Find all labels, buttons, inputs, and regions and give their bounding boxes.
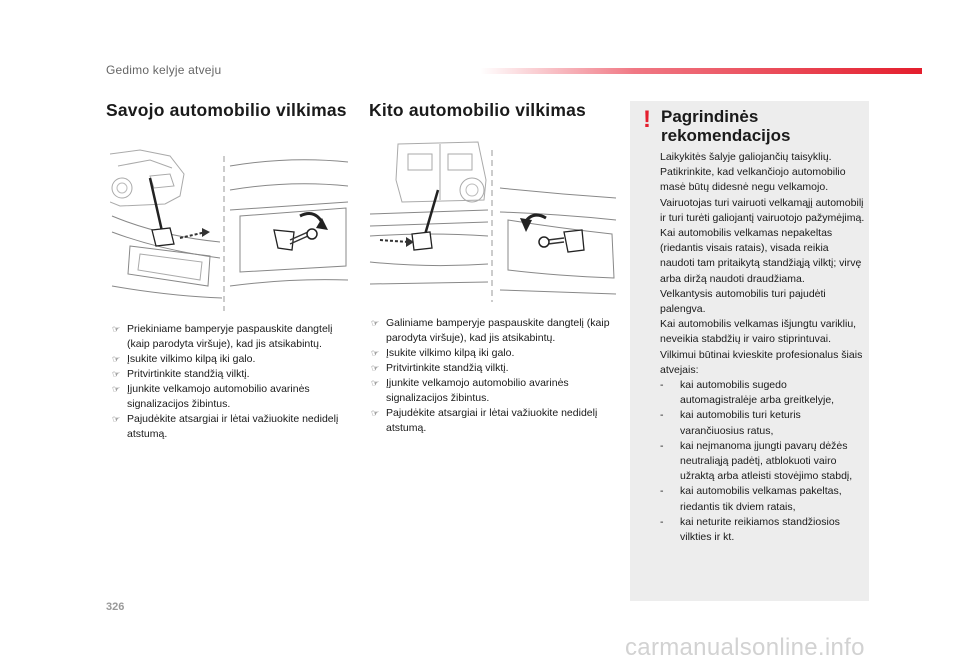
other-vehicle-heading: Kito automobilio vilkimas bbox=[369, 100, 586, 120]
arrow-bullet-icon: ☞ bbox=[371, 363, 380, 373]
own-vehicle-heading: Savojo automobilio vilkimas bbox=[106, 100, 347, 120]
recommendation-paragraph: Laikykitės šalyje galiojančių taisyklių. bbox=[660, 151, 832, 163]
list-item: - kai automobilis turi keturis varančiuosius ratus, bbox=[660, 409, 801, 437]
page-number: 326 bbox=[106, 601, 125, 613]
list-item: ☞ Pritvirtinkite standžią vilktį. bbox=[371, 362, 509, 374]
list-item: - kai neturite reikiamos standžiosios vilkties ir kt. bbox=[660, 515, 840, 544]
header-accent-bar bbox=[480, 68, 922, 74]
arrow-bullet-icon: ☞ bbox=[371, 348, 380, 358]
rear-towing-illustration bbox=[368, 140, 618, 302]
arrow-bullet-icon: ☞ bbox=[112, 324, 121, 334]
list-item: - kai automobilis sugedo automagistralėje arba greitkelyje, bbox=[660, 379, 835, 407]
list-item: ☞ Pajudėkite atsargiai ir lėtai važiuokite nedidelį atstumą. bbox=[371, 407, 598, 434]
own-vehicle-section bbox=[106, 100, 356, 121]
own-vehicle-steps bbox=[112, 322, 344, 442]
recommendation-paragraph: Vairuotojas turi vairuoti velkamąjį automobilį ir turi turėti galiojantį vairuotojo pažymėjimą. bbox=[660, 196, 865, 224]
list-item: ☞ Įjunkite velkamojo automobilio avarinės signalizacijos žibintus. bbox=[112, 383, 310, 410]
watermark: carmanualsonline.info bbox=[625, 634, 865, 661]
list-item: ☞ Priekiniame bamperyje paspauskite dangtelį (kaip parodyta viršuje), kad jis atsikabintų. bbox=[112, 323, 333, 350]
recommendations-title: Pagrindinės rekomendacijos bbox=[661, 107, 791, 145]
warning-exclamation-icon: ! bbox=[643, 106, 651, 133]
list-item: ☞ Įsukite vilkimo kilpą iki galo. bbox=[112, 353, 256, 365]
list-item: ☞ Įsukite vilkimo kilpą iki galo. bbox=[371, 347, 515, 359]
recommendation-paragraph: Velkantysis automobilis turi pajudėti palengva. bbox=[660, 287, 826, 316]
list-item: ☞ Įjunkite velkamojo automobilio avarinės signalizacijos žibintus. bbox=[371, 377, 569, 404]
list-item: - kai neįmanoma įjungti pavarų dėžės neutraliąją padėtį, atblokuoti vairo užraktą arba atleisti stovėjimo stabdį, bbox=[660, 439, 853, 483]
arrow-bullet-icon: ☞ bbox=[112, 384, 121, 394]
arrow-bullet-icon: ☞ bbox=[112, 354, 121, 364]
front-towing-illustration bbox=[110, 146, 350, 311]
recommendations-body bbox=[660, 150, 865, 545]
recommendation-paragraph: Vilkimui būtinai kvieskite profesionalus šiais atvejais: bbox=[660, 348, 863, 376]
arrow-bullet-icon: ☞ bbox=[371, 378, 380, 388]
arrow-bullet-icon: ☞ bbox=[371, 408, 380, 418]
arrow-bullet-icon: ☞ bbox=[112, 369, 121, 379]
arrow-bullet-icon: ☞ bbox=[371, 318, 380, 328]
list-item: ☞ Pritvirtinkite standžią vilktį. bbox=[112, 368, 250, 380]
other-vehicle-steps bbox=[371, 316, 621, 436]
recommendation-paragraph: Patikrinkite, kad velkančiojo automobilio masė būtų didesnė negu velkamojo. bbox=[660, 166, 846, 194]
recommendations-box bbox=[630, 101, 869, 601]
recommendation-paragraph: Kai automobilis velkamas nepakeltas (riedantis visais ratais), visada reikia naudoti tam pritaikytą standžiąją vilktį; virvę arba diržą naudoti draudžiama. bbox=[660, 227, 862, 285]
list-item: ☞ Pajudėkite atsargiai ir lėtai važiuokite nedidelį atstumą. bbox=[112, 413, 339, 440]
arrow-bullet-icon: ☞ bbox=[112, 414, 121, 424]
list-item: - kai automobilis velkamas pakeltas, riedantis tik dviem ratais, bbox=[660, 485, 842, 513]
list-item: ☞ Galiniame bamperyje paspauskite dangtelį (kaip parodyta viršuje), kad jis atsikabintų. bbox=[371, 317, 610, 344]
recommendation-paragraph: Kai automobilis velkamas išjungtu varikliu, neveikia stabdžių ir vairo stiprintuvai. bbox=[660, 318, 857, 346]
other-vehicle-section bbox=[369, 100, 619, 121]
header-title: Gedimo kelyje atveju bbox=[106, 63, 222, 77]
